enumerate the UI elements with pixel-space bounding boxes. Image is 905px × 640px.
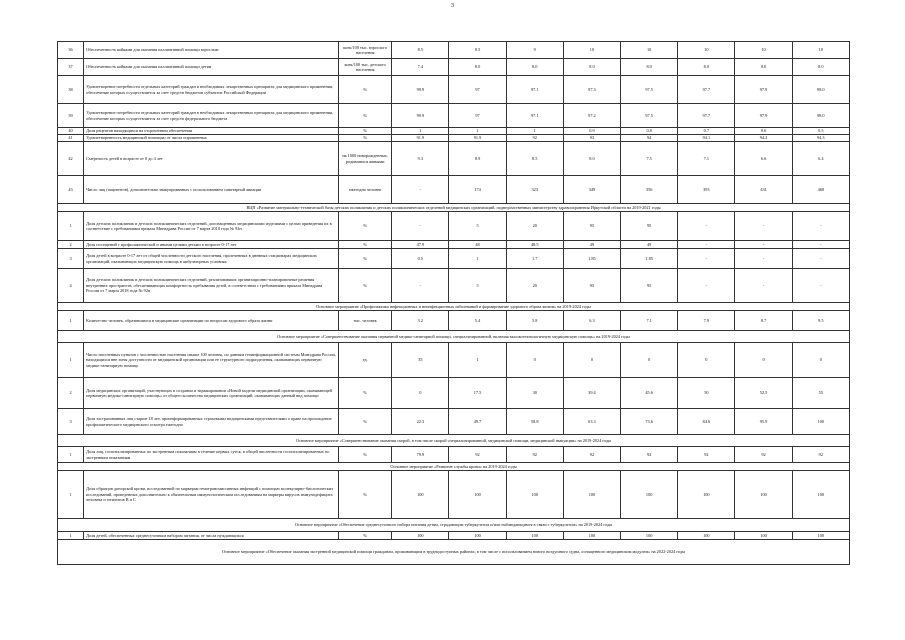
value-cell: 92 xyxy=(735,447,792,463)
value-cell: 92 xyxy=(449,447,506,463)
value-cell: 7.1 xyxy=(678,142,735,176)
value-cell: 0 xyxy=(563,343,620,378)
row-number: 4 xyxy=(58,269,84,303)
table-row xyxy=(58,42,850,59)
row-number: 41 xyxy=(58,135,84,142)
value-cell: 95 xyxy=(563,269,620,303)
value-cell: 97.5 xyxy=(621,104,678,128)
value-cell: 98.0 xyxy=(792,104,849,128)
value-cell: 92 xyxy=(621,447,678,463)
value-cell: 94.1 xyxy=(678,135,735,142)
value-cell: 0.8 xyxy=(621,128,678,135)
value-cell: 49.7 xyxy=(449,409,506,435)
value-cell: 100 xyxy=(735,532,792,540)
unit-cell: % xyxy=(339,378,392,409)
indicator-name: Доля рецептов находящихся на отсроченном обеспечении xyxy=(84,128,339,135)
value-cell: 95 xyxy=(563,212,620,241)
section-title: ВЦП «Развитие материально-технической базы детских поликлиник и детских поликлинических отделений медицинских организаций, подведомственных министерству здравоохранения Иркутской области на 2019-2021 годы xyxy=(58,204,850,212)
page-number: 3 xyxy=(451,3,454,9)
row-number: 3 xyxy=(58,409,84,435)
row-number: 2 xyxy=(58,378,84,409)
value-cell: 5 xyxy=(449,269,506,303)
table-row xyxy=(58,212,850,241)
value-cell: 1 xyxy=(449,249,506,269)
indicator-name: Обеспеченность койками для оказания паллиативной помощи взрослым xyxy=(84,42,339,59)
section-title: Основное мероприятие «Совершенствование оказания скорой, в том числе скорой специализированной, медицинской помощи, медицинской эвакуации» на 2019-2024 годы xyxy=(58,435,850,447)
unit-cell: % xyxy=(339,212,392,241)
value-cell: 100 xyxy=(563,471,620,519)
value-cell: 39.4 xyxy=(563,378,620,409)
value-cell: 97 xyxy=(449,104,506,128)
value-cell: 8.0 xyxy=(506,59,563,76)
section-title: Основное мероприятие «Обеспечение оказания экстренной медицинской помощи гражданам, проживающим в труднодоступных районах, в том числе с использованием нового воздушного судна, оснащенного медицинским модулем» на 2022-2024 годы xyxy=(58,540,850,565)
unit-cell: % xyxy=(339,76,392,104)
value-cell: 7.4 xyxy=(392,59,449,76)
value-cell: 8.0 xyxy=(735,59,792,76)
value-cell: 92 xyxy=(678,447,735,463)
section-header-row xyxy=(58,463,850,471)
value-cell: 6.4 xyxy=(792,142,849,176)
value-cell: 8.9 xyxy=(449,142,506,176)
value-cell: 1.85 xyxy=(621,249,678,269)
value-cell: 0 xyxy=(506,343,563,378)
value-cell: 97.3 xyxy=(563,76,620,104)
value-cell: 7.9 xyxy=(678,311,735,331)
row-number: 37 xyxy=(58,59,84,76)
row-number: 40 xyxy=(58,128,84,135)
unit-cell: % xyxy=(339,104,392,128)
indicator-name: Доля детей в возрасте 0-17 лет от общей численности детского населения, пролеченных в дневных стационарах медицинских организаций, оказывающих медицинскую помощь в амбулаторных условиях xyxy=(84,249,339,269)
section-title: Основное мероприятие «Профилактика инфекционных и неинфекционных заболеваний и формирование здорового образа жизни» на 2019-2024 годы xyxy=(58,303,850,311)
value-cell: 468 xyxy=(792,176,849,204)
value-cell: 73.6 xyxy=(621,409,678,435)
value-cell: 8.5 xyxy=(449,42,506,59)
value-cell: 5.8 xyxy=(506,311,563,331)
value-cell: - xyxy=(392,269,449,303)
value-cell: 10 xyxy=(792,42,849,59)
value-cell: 5.4 xyxy=(449,311,506,331)
value-cell: 0.5 xyxy=(392,249,449,269)
row-number: 38 xyxy=(58,76,84,104)
unit-cell: % xyxy=(339,249,392,269)
value-cell: 55 xyxy=(792,378,849,409)
value-cell: 8.0 xyxy=(449,59,506,76)
indicator-name: Доля детей, обеспеченных среднесуточным набором питания, от числа нуждающихся xyxy=(84,532,339,540)
value-cell: 94 xyxy=(621,135,678,142)
value-cell: 8.5 xyxy=(506,142,563,176)
indicator-name: Число населенных пунктов с численностью населения свыше 100 человек, по данным геоинформационной системы Минздрава России, находящихся вне зоны доступности от медицинской организации или ее структурного подразделения, оказывающих первичную медико-санитарную помощь xyxy=(84,343,339,378)
value-cell: - xyxy=(792,269,849,303)
section-title: Основное мероприятие «Совершенствование оказания первичной медико-санитарной помощи, специализированной, включая высокотехнологичную медицинскую помощь» на 2019-2024 годы xyxy=(58,331,850,343)
value-cell: 100 xyxy=(392,471,449,519)
value-cell: 92 xyxy=(563,447,620,463)
value-cell: 100 xyxy=(621,532,678,540)
value-cell: 97.1 xyxy=(506,76,563,104)
value-cell: 99.9 xyxy=(392,104,449,128)
value-cell: 349 xyxy=(563,176,620,204)
value-cell: 1.85 xyxy=(563,249,620,269)
value-cell: 93 xyxy=(563,135,620,142)
value-cell: 3.2 xyxy=(392,311,449,331)
value-cell: 100 xyxy=(792,532,849,540)
indicators-table xyxy=(57,41,850,565)
section-header-row xyxy=(58,204,850,212)
row-number: 1 xyxy=(58,311,84,331)
table-row xyxy=(58,311,850,331)
unit-cell: % xyxy=(339,409,392,435)
value-cell: - xyxy=(678,269,735,303)
indicator-name: Число лиц (пациентов), дополнительно эвакуированных с использованием санитарной авиации xyxy=(84,176,339,204)
indicator-name: Удовлетворенность медицинской помощью от числа опрошенных xyxy=(84,135,339,142)
value-cell: 100 xyxy=(792,471,849,519)
unit-cell: ежегодно человек xyxy=(339,176,392,204)
indicator-name: Доля детских поликлиник и детских поликлинических отделений, реализовавших организационно-планировочные решения внутренних пространств, обеспечивающих комфортность пребывания детей, в соответствии с требованиями приказа Минздрава России от 7 марта 2018 года № 92н xyxy=(84,269,339,303)
unit-cell: на 1000 новорожденных, родившихся живыми xyxy=(339,142,392,176)
value-cell: 393 xyxy=(678,176,735,204)
table-row xyxy=(58,176,850,204)
value-cell: 95 xyxy=(621,212,678,241)
indicator-name: Доля детских поликлиник и детских поликлинических отделений, дооснащенных медицинскими изделиями с целью приведения их в соответствие с требованиями приказа Минздрава России от 7 марта 2018 года № 92н xyxy=(84,212,339,241)
indicator-name: Количество человек, обратившихся в медицинские организации по вопросам здорового образа жизни xyxy=(84,311,339,331)
value-cell: 100 xyxy=(449,471,506,519)
value-cell: 92 xyxy=(792,447,849,463)
value-cell: 97.2 xyxy=(563,104,620,128)
value-cell: 9.5 xyxy=(792,311,849,331)
value-cell: - xyxy=(735,269,792,303)
value-cell: 35 xyxy=(392,343,449,378)
value-cell: 98.0 xyxy=(792,76,849,104)
value-cell: 8.5 xyxy=(392,42,449,59)
value-cell: - xyxy=(792,249,849,269)
value-cell: 97.7 xyxy=(678,104,735,128)
value-cell: 6.6 xyxy=(735,142,792,176)
value-cell: - xyxy=(792,212,849,241)
value-cell: 99.9 xyxy=(392,76,449,104)
value-cell: 30 xyxy=(506,378,563,409)
value-cell: 8.0 xyxy=(792,59,849,76)
section-header-row xyxy=(58,435,850,447)
row-number: 1 xyxy=(58,212,84,241)
row-number: 39 xyxy=(58,104,84,128)
value-cell: 100 xyxy=(392,532,449,540)
value-cell: 0.5 xyxy=(792,128,849,135)
value-cell: 0 xyxy=(792,343,849,378)
table-row xyxy=(58,471,850,519)
unit-cell: % xyxy=(339,269,392,303)
value-cell: 0 xyxy=(678,343,735,378)
table-row xyxy=(58,378,850,409)
value-cell: 6.3 xyxy=(563,311,620,331)
table-row xyxy=(58,135,850,142)
unit-cell: коек/100 тыс. взрослого населения xyxy=(339,42,392,59)
value-cell: 17.5 xyxy=(449,378,506,409)
value-cell: 9 xyxy=(506,42,563,59)
value-cell: 9.3 xyxy=(392,142,449,176)
value-cell: 45.6 xyxy=(621,378,678,409)
table-row xyxy=(58,249,850,269)
value-cell: 174 xyxy=(449,176,506,204)
value-cell: 0 xyxy=(392,378,449,409)
value-cell: 49 xyxy=(621,241,678,249)
value-cell: 92 xyxy=(506,135,563,142)
value-cell: 20 xyxy=(506,212,563,241)
value-cell: - xyxy=(678,249,735,269)
row-number: 3 xyxy=(58,249,84,269)
unit-cell: % xyxy=(339,447,392,463)
value-cell: 100 xyxy=(563,532,620,540)
value-cell: 431 xyxy=(735,176,792,204)
value-cell: 63.3 xyxy=(563,409,620,435)
value-cell: 100 xyxy=(678,532,735,540)
value-cell: 49 xyxy=(563,241,620,249)
value-cell: 100 xyxy=(792,409,849,435)
value-cell: 100 xyxy=(449,532,506,540)
value-cell: - xyxy=(392,176,449,204)
unit-cell: % xyxy=(339,532,392,540)
value-cell: 323 xyxy=(506,176,563,204)
value-cell: 100 xyxy=(506,532,563,540)
value-cell: 10 xyxy=(563,42,620,59)
value-cell: 20 xyxy=(506,269,563,303)
value-cell: 8.0 xyxy=(678,59,735,76)
table-row xyxy=(58,447,850,463)
indicator-name: Удовлетворение потребности отдельных категорий граждан в необходимых лекарственных препаратах для медицинского применения, обеспечение которых осуществляется за счет средств федерального бюджета xyxy=(84,104,339,128)
unit-cell: % xyxy=(339,135,392,142)
row-number: 1 xyxy=(58,447,84,463)
value-cell: 97.5 xyxy=(621,76,678,104)
value-cell: 91.9 xyxy=(449,135,506,142)
value-cell: 95.9 xyxy=(735,409,792,435)
value-cell: 100 xyxy=(621,471,678,519)
value-cell: 97.7 xyxy=(678,76,735,104)
row-number: 1 xyxy=(58,532,84,540)
value-cell: 95 xyxy=(621,269,678,303)
value-cell: 97.1 xyxy=(506,104,563,128)
value-cell: 10 xyxy=(735,42,792,59)
value-cell: 7.1 xyxy=(621,311,678,331)
table-row xyxy=(58,241,850,249)
indicator-name: Доля образцов донорской крови, исследованной по маркерам гемотрансмиссивных инфекций с помощью молекулярно-биологических исследований, проведенных дополнительно к обязательным иммунологическим исследованиям на маркеры вирусов иммунодефицита человека и гепатитов В и С xyxy=(84,471,339,519)
unit-cell: % xyxy=(339,241,392,249)
value-cell: - xyxy=(735,249,792,269)
indicator-name: Обеспеченность койками для оказания паллиативной помощи детям xyxy=(84,59,339,76)
value-cell: 0.7 xyxy=(678,128,735,135)
value-cell: 22.3 xyxy=(392,409,449,435)
value-cell: - xyxy=(735,241,792,249)
value-cell: 1 xyxy=(506,128,563,135)
section-header-row xyxy=(58,540,850,565)
value-cell: 97.9 xyxy=(735,104,792,128)
value-cell: 100 xyxy=(506,471,563,519)
value-cell: 47.9 xyxy=(392,241,449,249)
value-cell: 8.0 xyxy=(563,142,620,176)
section-title: Основное мероприятие «Обеспечение среднесуточного набора питания детям, страдающим туберкулезом и/или наблюдающимся в связи с туберкулезом» на 2019-2024 годы xyxy=(58,519,850,532)
value-cell: 10 xyxy=(678,42,735,59)
value-cell: 84.6 xyxy=(678,409,735,435)
section-header-row xyxy=(58,519,850,532)
value-cell: 0.9 xyxy=(563,128,620,135)
table-row xyxy=(58,532,850,540)
indicator-name: Доля медицинских организаций, участвующих в создании и тиражировании «Новой модели медицинской организации, оказывающей первичную медико-санитарную помощь» от общего количества медицинских организаций, оказывающих данный вид помощи xyxy=(84,378,339,409)
value-cell: 0.6 xyxy=(735,128,792,135)
table-row xyxy=(58,59,850,76)
value-cell: 1 xyxy=(449,128,506,135)
indicator-name: Доля застрахованных лиц старше 18 лет, проинформированных страховыми медицинскими представителями о праве на прохождение профилактического медицинского осмотра ежегодно xyxy=(84,409,339,435)
row-number: 1 xyxy=(58,471,84,519)
value-cell: 5 xyxy=(449,212,506,241)
value-cell: 1.7 xyxy=(506,249,563,269)
indicator-name: Смертность детей в возрасте от 0 до 4 лет xyxy=(84,142,339,176)
unit-cell: % xyxy=(339,128,392,135)
value-cell: 1 xyxy=(392,128,449,135)
indicator-name: Доля посещений с профилактической и иными целями детьми в возрасте 0-17 лет xyxy=(84,241,339,249)
value-cell: 356 xyxy=(621,176,678,204)
value-cell: 0 xyxy=(735,343,792,378)
table-row xyxy=(58,128,850,135)
table-row xyxy=(58,269,850,303)
table-row xyxy=(58,104,850,128)
row-number: 43 xyxy=(58,176,84,204)
value-cell: - xyxy=(735,212,792,241)
value-cell: 48.5 xyxy=(506,241,563,249)
value-cell: 97.9 xyxy=(735,76,792,104)
value-cell: 94.2 xyxy=(735,135,792,142)
unit-cell: тыс. человек xyxy=(339,311,392,331)
row-number: 42 xyxy=(58,142,84,176)
value-cell: - xyxy=(392,212,449,241)
value-cell: 8.0 xyxy=(563,59,620,76)
value-cell: 100 xyxy=(678,471,735,519)
value-cell: 8.0 xyxy=(621,59,678,76)
value-cell: 10 xyxy=(621,42,678,59)
value-cell: 48 xyxy=(449,241,506,249)
section-header-row xyxy=(58,303,850,311)
table-row xyxy=(58,409,850,435)
value-cell: 91.9 xyxy=(392,135,449,142)
value-cell: 94.3 xyxy=(792,135,849,142)
value-cell: 52.5 xyxy=(735,378,792,409)
indicator-name: Удовлетворение потребности отдельных категорий граждан в необходимых лекарственных препаратах для медицинского применения, обеспечение которых осуществляется за счет средств бюджетов субъектов Российской Федерации xyxy=(84,76,339,104)
value-cell: 1 xyxy=(449,343,506,378)
row-number: 1 xyxy=(58,343,84,378)
section-title: Основное мероприятие «Развитие службы крови» на 2019-2024 годы xyxy=(58,463,850,471)
value-cell: 0 xyxy=(621,343,678,378)
unit-cell: % xyxy=(339,471,392,519)
value-cell: - xyxy=(678,212,735,241)
value-cell: 79.9 xyxy=(392,447,449,463)
section-header-row xyxy=(58,331,850,343)
value-cell: 92 xyxy=(506,447,563,463)
unit-cell: ед. xyxy=(339,343,392,378)
row-number: 36 xyxy=(58,42,84,59)
value-cell: 50 xyxy=(678,378,735,409)
table-row xyxy=(58,142,850,176)
indicator-name: Доля лиц, госпитализированных по экстренным показаниям в течение первых суток, в общей численности госпитализированных по экстренным показаниям xyxy=(84,447,339,463)
unit-cell: коек/100 тыс. детского населения xyxy=(339,59,392,76)
value-cell: - xyxy=(792,241,849,249)
value-cell: 7.5 xyxy=(621,142,678,176)
value-cell: - xyxy=(678,241,735,249)
row-number: 2 xyxy=(58,241,84,249)
value-cell: 97 xyxy=(449,76,506,104)
value-cell: 100 xyxy=(735,471,792,519)
value-cell: 8.7 xyxy=(735,311,792,331)
table-row xyxy=(58,343,850,378)
value-cell: 58.8 xyxy=(506,409,563,435)
table-row xyxy=(58,76,850,104)
